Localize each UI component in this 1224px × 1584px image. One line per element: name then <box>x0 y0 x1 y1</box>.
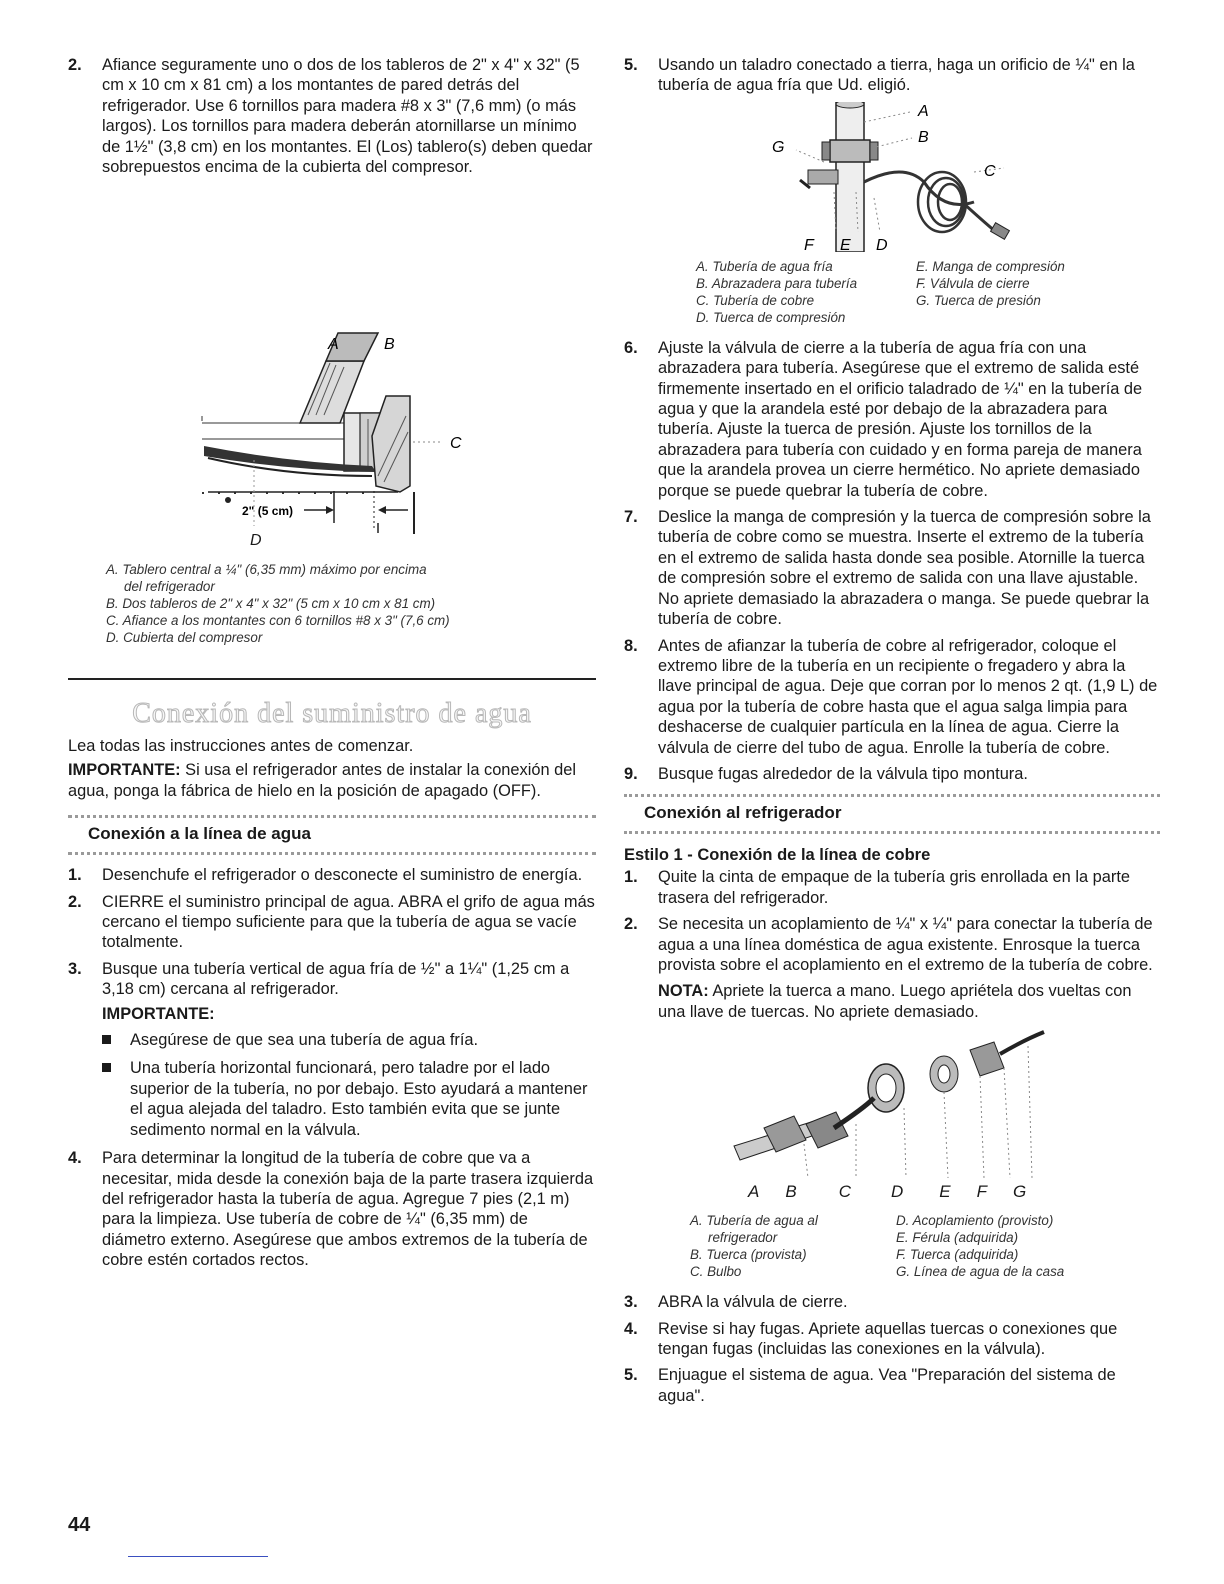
step-text: Busque fugas alrededor de la válvula tipo montura. <box>658 764 1028 783</box>
step-text: Quite la cinta de empaque de la tubería gris enrollada en la parte trasera del refrigerador. <box>658 868 1130 907</box>
step-number: 8. <box>624 636 638 655</box>
caption: G. Tuerca de presión <box>916 292 1041 308</box>
label-b: B <box>384 336 395 354</box>
step-number: 9. <box>624 764 638 783</box>
step-number: 2. <box>624 915 638 934</box>
step-number: 2. <box>68 892 82 911</box>
note-label: NOTA: <box>658 982 709 1001</box>
divider-bottom <box>624 831 1160 834</box>
caption: F. Válvula de cierre <box>916 275 1030 291</box>
subhead-water-line: Conexión a la línea de agua <box>88 824 311 844</box>
valve-label-g: G <box>772 138 785 156</box>
step-2-boards <box>68 55 596 177</box>
valve-label-b: B <box>918 128 929 146</box>
valve-captions-left <box>696 258 916 326</box>
style-heading: Estilo 1 - Conexión de la línea de cobre <box>624 846 931 865</box>
subhead-fridge-connection: Conexión al refrigerador <box>644 803 842 823</box>
step-text: Afiance seguramente uno o dos de los tableros de 2" x 4" x 32" (5 cm x 10 cm x 81 cm) a los montantes de pared detrás del refrigerador. Use 6 tornillos para madera #8 x 3" (7,6 mm) (o más largos). Los tornillos para madera deberán atornillarse un mínimo de 1½" (3,8 cm) en los montantes. El (Los) tablero(s) deben quedar sobrepuestos encima de la cubierta del compresor. <box>102 56 593 177</box>
step-text: Se necesita un acoplamiento de ¼" x ¼" para conectar la tubería de agua a una línea doméstica de agua existente. Enrosque la tuerca provista sobre el acoplamiento en el extremo de la tubería de cobre. <box>658 915 1153 974</box>
caption: A. Tubería de agua al <box>690 1213 818 1229</box>
caption: A. Tubería de agua fría <box>696 258 833 274</box>
footer-line <box>128 1556 268 1557</box>
step-9 <box>624 764 1160 784</box>
fitting-labels <box>748 1182 1160 1202</box>
step-4 <box>68 1148 596 1270</box>
step-number: 4. <box>624 1319 638 1338</box>
step-text: Para determinar la longitud de la tubería de cobre que va a necesitar, mida desde la conexión baja de la parte trasera izquierda del refrigerador hasta la tubería de agua. Agregue 7 pies (2,1 m) para la limpieza. Use tubería de cobre de ¼" (6,35 mm) de diámetro externo. Asegúrese que ambos extremos de la tubería de cobre estén cortados rectos. <box>102 1149 594 1270</box>
caption: refrigerador <box>708 1230 778 1246</box>
step-1 <box>68 865 596 885</box>
valve-illustration <box>624 102 1160 252</box>
divider-bottom <box>68 852 596 855</box>
caption-b: B. Dos tableros de 2" x 4" x 32" (5 cm x 10 cm x 81 cm) <box>106 596 436 611</box>
bullet-icon <box>102 1035 111 1044</box>
caption: C. Bulbo <box>690 1264 742 1280</box>
important-label-2: IMPORTANTE: <box>102 1004 215 1023</box>
step-3 <box>68 959 596 1140</box>
step-7 <box>624 507 1160 629</box>
step-5-drill <box>624 55 1160 96</box>
important-label: IMPORTANTE: <box>68 761 181 780</box>
caption-c: C. Afiance a los montantes con 6 tornillos #8 x 3" (7,6 cm) <box>106 613 450 628</box>
caption: C. Tubería de cobre <box>696 292 815 308</box>
fitting-label-a: A <box>748 1182 760 1202</box>
final-step-5 <box>624 1365 1160 1406</box>
valve-label-a: A <box>918 102 929 120</box>
final-step-4 <box>624 1319 1160 1360</box>
valve-captions <box>696 258 1160 326</box>
fitting-label-d: D <box>890 1182 904 1202</box>
water-supply-section <box>68 686 596 1277</box>
fitting-label-e: E <box>939 1182 951 1202</box>
style-step-2 <box>624 914 1160 1022</box>
section-rule <box>68 678 596 680</box>
final-step-3 <box>624 1292 1160 1312</box>
step-text: Desenchufe el refrigerador o desconecte el suministro de energía. <box>102 866 583 885</box>
fitting-label-f: F <box>976 1182 987 1202</box>
caption: E. Férula (adquirida) <box>896 1230 1019 1246</box>
valve-label-f: F <box>804 236 814 252</box>
bullet-text: Una tubería horizontal funcionará, pero taladre por el lado superior de la tubería, no por debajo. Esto ayudará a mantener el agua alejada del taladro. Esto también evita que se junte sedimento normal en la válvula. <box>130 1059 588 1139</box>
fitting-captions-right <box>896 1212 1136 1280</box>
valve-label-e: E <box>840 236 851 252</box>
caption-a-cont: del refrigerador <box>124 579 215 594</box>
note-text: Apriete la tuerca a mano. Luego apriétela dos vueltas con una llave de tuercas. No apriete demasiado. <box>658 982 1132 1021</box>
step-number: 4. <box>68 1149 82 1168</box>
step-text: Usando un taladro conectado a tierra, haga un orificio de ¼" en la tubería de agua fría que Ud. eligió. <box>658 56 1135 95</box>
step-number: 1. <box>624 868 638 887</box>
step-number: 6. <box>624 338 638 357</box>
step-text: Revise si hay fugas. Apriete aquellas tuercas o conexiones que tengan fugas (incluidas las conexiones en la válvula). <box>658 1319 1118 1358</box>
caption: D. Acoplamiento (provisto) <box>896 1213 1054 1229</box>
right-column <box>624 55 1160 1412</box>
dimension-label: 2" (5 cm) <box>242 504 294 519</box>
step-text: Busque una tubería vertical de agua fría de ½" a 1¼" (1,25 cm a 3,18 cm) cercana al refrigerador. <box>102 959 570 999</box>
label-c: C <box>450 435 462 453</box>
bullet-2 <box>102 1058 596 1140</box>
step-number: 5. <box>624 1366 638 1385</box>
valve-captions-right <box>916 258 1146 326</box>
bullet-text: Asegúrese de que sea una tubería de agua fría. <box>130 1031 479 1050</box>
intro-text: Lea todas las instrucciones antes de comenzar. <box>68 737 414 755</box>
boards-captions <box>106 561 586 646</box>
valve-label-c: C <box>984 162 996 180</box>
step-text: Enjuague el sistema de agua. Vea "Preparación del sistema de agua". <box>658 1366 1116 1405</box>
section-title: Conexión del suministro de agua <box>132 698 532 729</box>
important-text: Si usa el refrigerador antes de instalar la conexión del agua, ponga la fábrica de hielo en la posición de apagado (OFF). <box>68 761 577 800</box>
valve-label-d: D <box>876 236 888 252</box>
note <box>658 981 1160 1022</box>
step-number: 2. <box>68 56 82 74</box>
bullet-1 <box>102 1030 596 1050</box>
caption: D. Tuerca de compresión <box>696 309 846 325</box>
step-number: 3. <box>68 959 82 978</box>
caption: B. Tuerca (provista) <box>690 1247 807 1263</box>
step-text: ABRA la válvula de cierre. <box>658 1293 848 1312</box>
step-2 <box>68 892 596 953</box>
label-a: A <box>328 336 339 354</box>
step-6 <box>624 338 1160 501</box>
step-number: 1. <box>68 866 82 885</box>
fitting-captions-left <box>690 1212 896 1280</box>
step-text: Antes de afianzar la tubería de cobre al refrigerador, coloque el extremo libre de la tubería en un recipiente o fregadero y abra la llave principal de agua. Deje que corran por lo menos 2 qt. (1,9 L) de agua por la tubería de cobre hasta que el agua salga limpia para deshacerse de cualquier partícula en la línea de agua. Cierre la válvula de cierre del tubo de agua. Enrolle la tubería de cobre. <box>658 636 1158 757</box>
page-number: 44 <box>68 1514 91 1536</box>
step-text: CIERRE el suministro principal de agua. ABRA el grifo de agua más cercano el tiempo suficiente para que la tubería de agua se vacíe totalmente. <box>102 892 595 952</box>
step-text: Deslice la manga de compresión y la tuerca de compresión sobre la tubería de cobre como se muestra. Inserte el extremo de la tubería en el extremo de salida hasta donde sea posible. Atornille la tuerca de compresión sobre el extremo de salida con una llave ajustable. No apriete demasiado la abrazadera o manga. Se puede quebrar la tubería de cobre. <box>658 508 1151 629</box>
caption: F. Tuerca (adquirida) <box>896 1247 1019 1263</box>
step-number: 3. <box>624 1293 638 1312</box>
fitting-label-c: C <box>838 1182 851 1202</box>
fitting-label-g: G <box>1012 1182 1027 1202</box>
fitting-illustration <box>624 1028 1160 1188</box>
caption: G. Línea de agua de la casa <box>896 1264 1065 1280</box>
compressor-cover-illustration <box>196 376 536 556</box>
caption-a: A. Tablero central a ¼" (6,35 mm) máximo por encima <box>106 562 427 577</box>
caption-d: D. Cubierta del compresor <box>106 630 263 645</box>
label-d: D <box>250 532 262 549</box>
step-number: 5. <box>624 56 638 74</box>
step-number: 7. <box>624 508 638 527</box>
fitting-captions <box>690 1212 1160 1280</box>
step-8 <box>624 636 1160 758</box>
caption: E. Manga de compresión <box>916 258 1065 274</box>
bullet-icon <box>102 1063 111 1072</box>
fitting-label-b: B <box>785 1182 797 1202</box>
important-note <box>68 760 596 801</box>
style-step-1 <box>624 867 1160 908</box>
step-text: Ajuste la válvula de cierre a la tubería de agua fría con una abrazadera para tubería. Asegúrese que el extremo de salida esté firmemente insertado en el orificio taladrado de ¼" en la tubería de agua y que la arandela esté por debajo de la abrazadera para tubería. Ajuste la tuerca de presión. Ajuste los tornillos de la abrazadera para tubería con cuidado y en forma pareja de manera que la arandela provea un cierre hermético. No apriete demasiado porque se puede quebrar la tubería de cobre. <box>658 338 1143 500</box>
caption: B. Abrazadera para tubería <box>696 275 858 291</box>
